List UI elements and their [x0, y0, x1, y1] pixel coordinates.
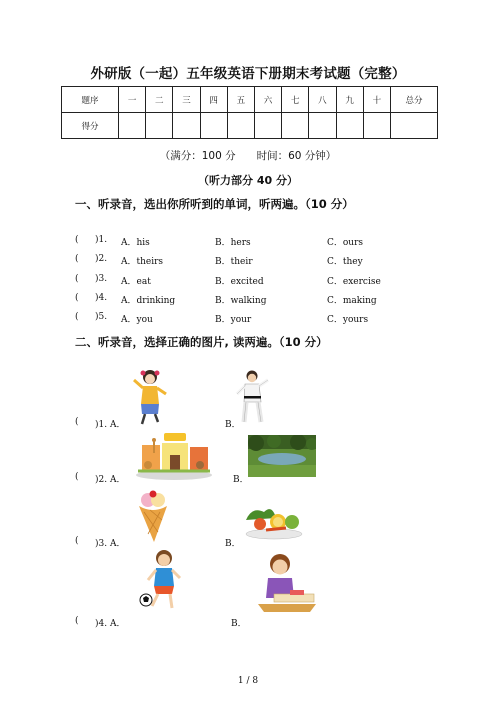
option-c: C．they — [327, 257, 363, 267]
exam-info: （满分：100 分 时间：60 分钟） — [159, 150, 337, 162]
option-a: A．drinking — [121, 296, 176, 306]
score-blank[interactable] — [173, 113, 200, 139]
option-b: B． — [225, 420, 241, 430]
score-cell: 三 — [173, 87, 200, 113]
score-blank[interactable] — [336, 113, 363, 139]
section1-heading: 一、听录音，选出你所听到的单词，听两遍。（10 分） — [75, 197, 354, 211]
section2-heading: 二、听录音，选择正确的图片, 读两遍。（10 分） — [75, 335, 328, 349]
score-row-label: 得分 — [62, 113, 119, 139]
score-blank[interactable] — [363, 113, 390, 139]
score-cell: 二 — [146, 87, 173, 113]
option-c: C．ours — [327, 238, 364, 248]
score-cell: 八 — [309, 87, 336, 113]
option-c: C．exercise — [327, 277, 381, 287]
option-b: B．walking — [215, 296, 267, 306]
option-b: B． — [225, 539, 241, 549]
question-item: ( )1. A．his B．hers C．ours — [75, 235, 364, 248]
score-cell: 九 — [336, 87, 363, 113]
option-b: B．excited — [215, 277, 264, 287]
picture-question: ( )2. A． B． — [75, 472, 249, 485]
option-b: B． — [231, 619, 247, 629]
score-table-header-row — [62, 87, 438, 113]
picture-question: ( )3. A． B． — [75, 536, 241, 549]
option-c: C．yours — [327, 315, 369, 325]
score-blank[interactable] — [146, 113, 173, 139]
option-b: B．hers — [215, 238, 251, 248]
question-item: ( )5. A．you B．your C．yours — [75, 312, 369, 325]
score-table — [61, 86, 438, 139]
vegetables-picture — [242, 502, 306, 540]
option-a: A．his — [121, 238, 150, 248]
option-c: C．making — [327, 296, 377, 306]
score-blank[interactable] — [119, 113, 146, 139]
score-cell: 总分 — [391, 87, 438, 113]
score-table-score-row — [62, 113, 438, 139]
score-cell: 十 — [363, 87, 390, 113]
score-blank[interactable] — [309, 113, 336, 139]
score-blank[interactable] — [227, 113, 254, 139]
page-title: 外研版（一起）五年级英语下册期末考试题（完整） — [90, 66, 406, 82]
score-cell: 五 — [227, 87, 254, 113]
score-cell: 一 — [119, 87, 146, 113]
score-cell: 题序 — [62, 87, 119, 113]
question-item: ( )4. A．drinking B．walking C．making — [75, 293, 377, 306]
score-blank[interactable] — [282, 113, 309, 139]
picture-question: ( )4. A． B． — [75, 616, 247, 629]
question-item: ( )3. A．eat B．excited C．exercise — [75, 274, 381, 287]
option-b: B．their — [215, 257, 253, 267]
option-b: B． — [233, 475, 249, 485]
score-cell: 七 — [282, 87, 309, 113]
score-blank[interactable] — [200, 113, 227, 139]
score-blank[interactable] — [391, 113, 438, 139]
picture-question: ( )1. A． B． — [75, 417, 241, 430]
score-cell: 四 — [200, 87, 227, 113]
boy-playing-football-picture — [136, 548, 186, 612]
option-a: A．you — [121, 315, 153, 325]
option-a: A．theirs — [121, 257, 164, 267]
part-heading: （听力部分 40 分） — [198, 174, 298, 187]
score-cell: 六 — [254, 87, 281, 113]
question-item: ( )2. A．theirs B．their C．they — [75, 254, 363, 267]
boy-reading-picture — [254, 550, 320, 614]
option-a: A．eat — [121, 277, 151, 287]
score-blank[interactable] — [254, 113, 281, 139]
park-picture — [248, 435, 316, 477]
page-number: 1 / 8 — [237, 676, 259, 686]
option-b: B．your — [215, 315, 252, 325]
